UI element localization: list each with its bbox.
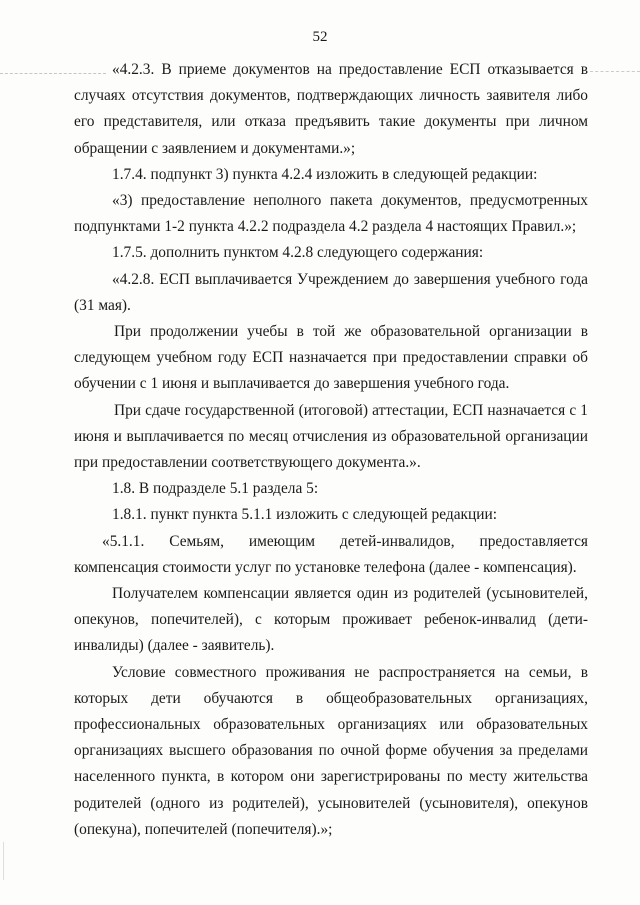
paragraph-subitem-3: «3) предоставление неполного пакета документов, предусмотренных подпунктами 1-2 пункта 4.2.2 подраздела 4.2 раздела 4 настоящих Правил.»; (74, 192, 588, 236)
scan-margin-mark (3, 842, 4, 880)
paragraph-5-1-1: «5.1.1. Семьям, имеющим детей-инвалидов, предоставляется компенсация стоимости услуг по установке телефона (далее - компенсация). (74, 532, 588, 576)
paragraph-recipient: Получателем компенсации является один из родителей (усыновителей, опекунов, попечителей), с которым проживает ребенок-инвалид (дети-инвалиды) (далее - заявитель). (74, 585, 588, 655)
paragraph-1-7-4: 1.7.4. подпункт 3) пункта 4.2.4 изложить в следующей редакции: (112, 165, 538, 183)
document-body (74, 57, 588, 843)
paragraph-continued-study: При продолжении учебы в той же образовательной организации в следующем учебном году ЕСП назначается при предоставлении справки об обучении с 1 июня и выплачивается до завершения учебного года. (74, 323, 588, 393)
paragraph-1-7-5: 1.7.5. дополнить пунктом 4.2.8 следующего содержания: (112, 244, 484, 262)
paragraph-final-attestation: При сдаче государственной (итоговой) аттестации, ЕСП назначается с 1 июня и выплачивается по месяц отчисления из образовательной организации при предоставлении соответствующего документа.». (74, 401, 588, 472)
paragraph-4-2-3: «4.2.3. В приеме документов на предоставление ЕСП отказывается в случаях отсутствия документов, подтверждающих личность заявителя либо его представителя, или отказа предъявить такие документы при личном обращении с заявлением и документами.»; (74, 61, 588, 157)
paragraph-cohabitation-condition: Условие совместного проживания не распространяется на семьи, в которых дети обучаются в общеобразовательных организациях, профессиональных образовательных организациях или образовательных организациях высшего образования по очной форме обучения за пределами населенного пункта, в котором они зарегистрированы по месту жительства родителей (одного из родителей), усыновителей (усыновителя), опекунов (опекуна), попечителей (попечителя).»; (74, 663, 588, 838)
paragraph-4-2-8: «4.2.8. ЕСП выплачивается Учреждением до завершения учебного года (31 мая). (74, 270, 588, 314)
paragraph-1-8: 1.8. В подразделе 5.1 раздела 5: (112, 480, 319, 498)
paragraph-1-8-1: 1.8.1. пункт пункта 5.1.1 изложить с следующей редакции: (112, 506, 497, 524)
page-number: 52 (312, 29, 328, 45)
scan-streak (590, 71, 640, 73)
